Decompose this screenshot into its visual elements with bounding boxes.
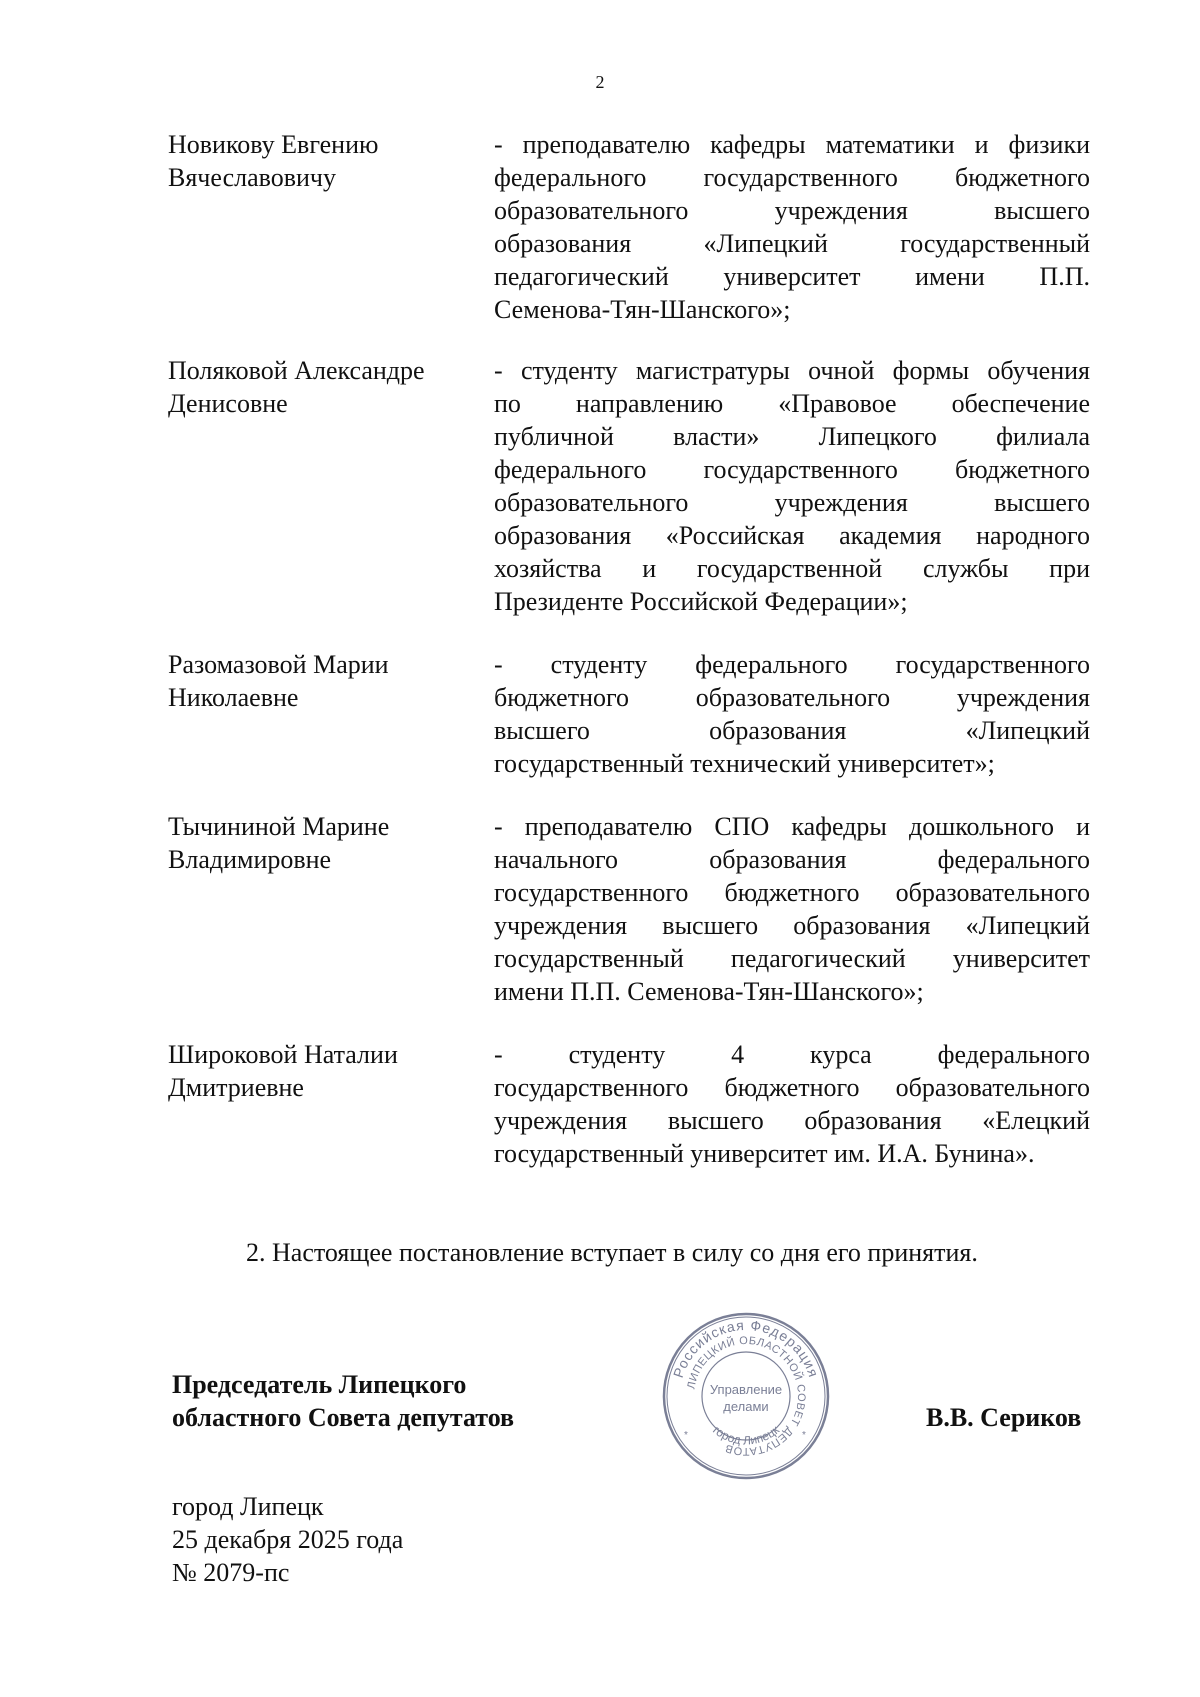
footer-date: 25 декабря 2025 года [172,1525,404,1554]
official-seal [660,1310,832,1482]
seal-star-left: * [684,1430,688,1441]
awardee-name: Тычининой Марине Владимировне [168,812,390,874]
footer-number: № 2079-пс [172,1558,290,1587]
seal-inner-text-2: делами [723,1399,769,1414]
awardee-description: - преподавателю кафедры математики и физики федерального государственного бюджетного образовательного учреждения высшего образования «Липецкий государственный педагогический университет имени П.П. Семенова-Тян-Шанского»; [494,130,1090,324]
awardee-name: Новикову Евгению Вячеславовичу [168,130,379,192]
awardee-row [168,354,1090,618]
awardee-description: - студенту магистратуры очной формы обучения по направлению «Правовое обеспечение публичной власти» Липецкого филиала федерального государственного бюджетного образовательного учреждения высшего образования «Российская академия народного хозяйства и государственной службы при Президенте Российской Федерации»; [494,356,1090,616]
awardee-name: Широковой Наталии Дмитриевне [168,1040,398,1102]
page-number: 2 [595,72,605,92]
awardee-row [168,1038,1090,1170]
footer-city: город Липецк [172,1492,324,1521]
awardee-description: - преподавателю СПО кафедры дошкольного и начального образования федерального государственного бюджетного образовательного учреждения высшего образования «Липецкий государственный педагогический университет имени П.П. Семенова-Тян-Шанского»; [494,812,1090,1006]
seal-middle-text: ЛИПЕЦКИЙ ОБЛАСТНОЙ СОВЕТ ДЕПУТАТОВ [685,1334,808,1458]
clause-2: 2. Настоящее постановление вступает в силу со дня его принятия. [246,1238,978,1267]
awardee-description: - студенту федерального государственного бюджетного образовательного учреждения высшего образования «Липецкий государственный технический университет»; [494,650,1090,778]
awardee-row [168,648,1090,780]
awardee-row [168,128,1090,326]
document-footer [172,1490,403,1589]
seal-outer-text: Российская Федерация [669,1316,823,1380]
signatory-name: В.В. Сериков [926,1403,1082,1432]
awardee-name: Разомазовой Марии Николаевне [168,650,389,712]
seal-graphic [660,1310,832,1482]
seal-bottom-text: город Липецк [710,1422,782,1448]
awardee-description: - студенту 4 курса федерального государственного бюджетного образовательного учреждения высшего образования «Елецкий государственный университет им. И.А. Бунина». [494,1040,1090,1168]
seal-star-right: * [802,1430,806,1441]
awardee-row [168,810,1090,1008]
awardee-name: Поляковой Александре Денисовне [168,356,425,418]
signatory-title: Председатель Липецкого областного Совета депутатов [172,1370,515,1432]
seal-inner-text-1: Управление [709,1382,783,1397]
